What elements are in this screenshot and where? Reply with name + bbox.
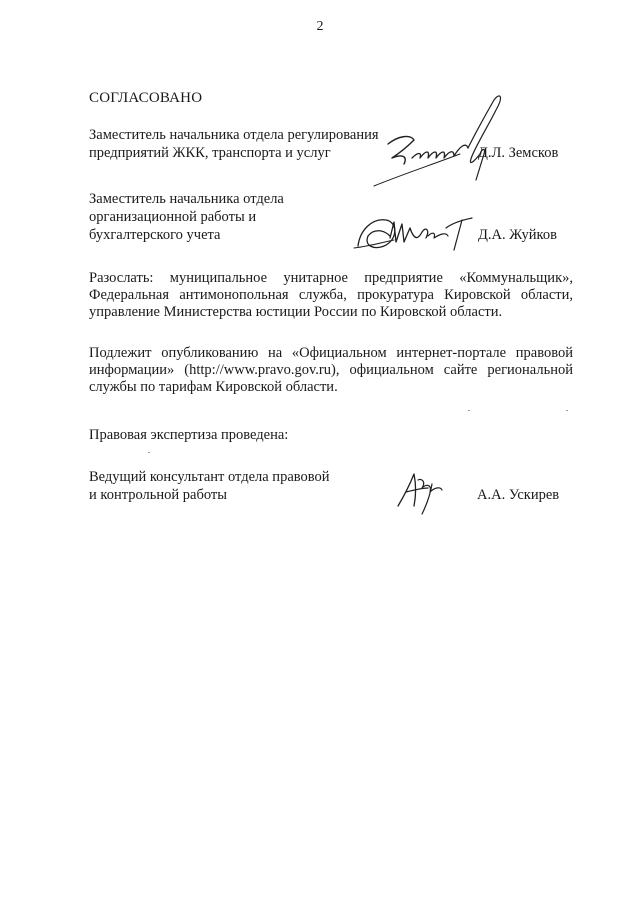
- legal-reviewer-role-line-1: Ведущий консультант отдела правовой: [89, 469, 330, 485]
- legal-reviewer-name: А.А. Ускирев: [477, 487, 560, 503]
- legal-review-statement: Правовая экспертиза проведена:: [89, 427, 289, 443]
- publication-line-3: службы по тарифам Кировской области.: [89, 379, 338, 395]
- approver-1-name: Д.Л. Земсков: [478, 145, 559, 161]
- approver-1-role-line-2: предприятий ЖКК, транспорта и услуг: [89, 145, 331, 161]
- scan-speck: [468, 410, 470, 411]
- approver-2-signature: [350, 206, 480, 256]
- scan-speck: [148, 452, 150, 453]
- distribution-line-2: Федеральная антимонопольная служба, прокуратура Кировской области,: [89, 287, 573, 303]
- distribution-line-1: Разослать: муниципальное унитарное предприятие «Коммунальщик»,: [89, 270, 573, 286]
- approver-1-signature: [368, 92, 528, 192]
- legal-reviewer-role-line-2: и контрольной работы: [89, 487, 227, 503]
- distribution-line-3: управление Министерства юстиции России по Кировской области.: [89, 304, 503, 320]
- publication-line-1: Подлежит опубликованию на «Официальном интернет-портале правовой: [89, 345, 573, 361]
- publication-line-2: информации» (http://www.pravo.gov.ru), официальном сайте региональной: [89, 362, 573, 378]
- approver-2-role-line-2: организационной работы и: [89, 209, 257, 225]
- approver-1-role-line-1: Заместитель начальника отдела регулирования: [89, 127, 379, 143]
- distribution-paragraph: [89, 270, 573, 321]
- approver-2-role-line-3: бухгалтерского учета: [89, 227, 221, 243]
- approval-heading: СОГЛАСОВАНО: [89, 90, 203, 106]
- approver-2-name: Д.А. Жуйков: [478, 227, 557, 243]
- publication-paragraph: [89, 345, 573, 396]
- approver-2-role-line-1: Заместитель начальника отдела: [89, 191, 284, 207]
- legal-reviewer-signature: [392, 466, 452, 518]
- scan-speck: [566, 410, 568, 411]
- page-number: 2: [316, 19, 324, 34]
